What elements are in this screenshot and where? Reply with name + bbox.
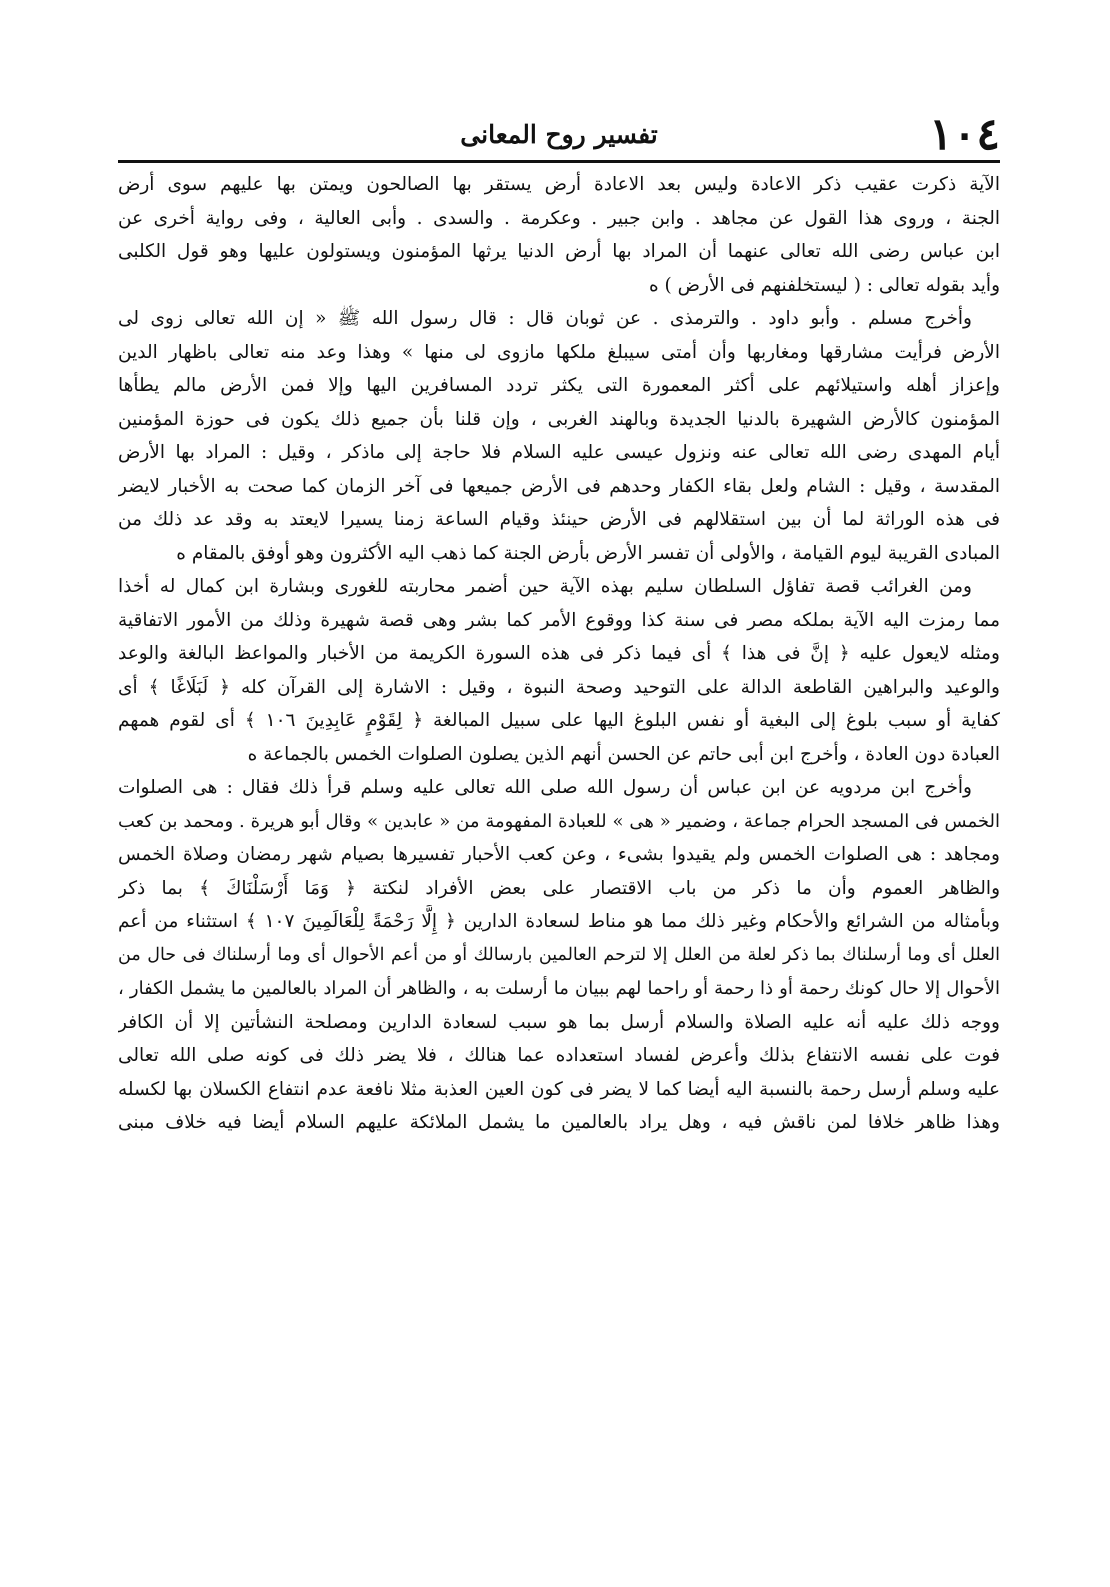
text-line: والظاهر العموم وأن ما ذكر من باب الاقتصار على بعض الأفراد لنكتة ﴿ وَمَا أَرْسَلْنَاكَ ﴾ بما ذكر xyxy=(118,877,1000,899)
text-line: وبأمثاله من الشرائع والأحكام وغير ذلك مما هو مناط لسعادة الدارين ﴿ إِلَّا رَحْمَةً لِلْعَالَمِينَ ١٠٧ ﴾ استثناء من أعم xyxy=(118,911,1000,932)
text-line: وأخرج ابن مردويه عن ابن عباس أن رسول الله صلى الله تعالى عليه وسلم قرأ ذلك فقال : هى الصلوات xyxy=(118,777,972,798)
text-line: وأيد بقوله تعالى : ( ليستخلفنهم فى الأرض ) ه xyxy=(648,274,1000,296)
text-line: وأخرج مسلم . وأبو داود . والترمذى . عن ثوبان قال : قال رسول الله ﷺ « إن الله تعالى زوى لى xyxy=(118,308,972,329)
text-line: ووجه ذلك عليه أنه عليه الصلاة والسلام أرسل بما هو سبب لسعادة الدارين ومصلحة النشأتين إلا أن الكافر xyxy=(118,1011,1000,1033)
text-line: الأحوال إلا حال كونك رحمة أو ذا رحمة أو راحما لهم ببيان ما أرسلت به ، والظاهر أن المراد بالعالمين ما يشمل الكفار ، xyxy=(118,978,1000,999)
text-line: والوعيد والبراهين القاطعة الدالة على التوحيد وصحة النبوة ، وقيل : الاشارة إلى القرآن كله ﴿ لَبَلَاغًا ﴾ أى xyxy=(118,676,1000,698)
page-number: ١٠٤ xyxy=(929,109,1000,160)
text-line: المؤمنون كالأرض الشهيرة بالدنيا الجديدة وبالهند الغربى ، وإن قلنا بأن جميع ذلك يكون فى حوزة المؤمنين xyxy=(118,408,1000,430)
text-line: عليه وسلم أرسل رحمة بالنسبة اليه أيضا كما لا يضر فى كون العين العذبة مثلا نافعة عدم انتفاع الكسلان بها لكسله xyxy=(118,1078,1000,1100)
text-line: ومن الغرائب قصة تفاؤل السلطان سليم بهذه الآية حين أضمر محاربته للغورى وبشارة ابن كمال له أخذا xyxy=(118,576,972,597)
header-rule xyxy=(118,160,1000,163)
text-line: وإعزاز أهله واستيلائهم على أكثر المعمورة التى يكثر تردد المسافرين اليها وإلا فمن الأرض مالم يطأها xyxy=(118,375,1000,396)
text-line: كفاية أو سبب بلوغ إلى البغية أو نفس البلوغ اليها على سبيل المبالغة ﴿ لِقَوْمٍ عَابِدِينَ ١٠٦ ﴾ أى لقوم همهم xyxy=(118,710,1000,731)
text-line: ومثله لايعول عليه ﴿ إنَّ فى هذا ﴾ أى فيما ذكر فى هذه السورة الكريمة من الأخبار والمواعظ البالغة والوعد xyxy=(118,643,1000,664)
text-line: ابن عباس رضى الله تعالى عنهما أن المراد بها أرض الدنيا يرثها المؤمنون ويستولون عليها وهو قول الكلبى xyxy=(118,241,1000,262)
text-line: الآية ذكرت عقيب ذكر الاعادة وليس بعد الاعادة أرض يستقر بها الصالحون ويمتن بها عليهم سوى أرض xyxy=(118,174,1000,195)
text-line: وهذا ظاهر خلافا لمن ناقش فيه ، وهل يراد بالعالمين ما يشمل الملائكة عليهم السلام أيضا فيه خلاف مبنى xyxy=(118,1112,1000,1133)
text-line: العلل أى وما أرسلناك بما ذكر لعلة من العلل إلا لترحم العالمين بارسالك أو من أعم الأحوال أى وما أرسلناك فى حال من xyxy=(118,944,1000,965)
body-text xyxy=(118,168,1000,1547)
text-line: ومجاهد : هى الصلوات الخمس ولم يقيدوا بشىء ، وعن كعب الأحبار تفسيرها بصيام شهر رمضان وصلاة الخمس xyxy=(118,844,1000,865)
text-line: الجنة ، وروى هذا القول عن مجاهد . وابن جبير . وعكرمة . والسدى . وأبى العالية ، وفى رواية أخرى عن xyxy=(118,207,1000,229)
text-line: الأرض فرأيت مشارقها ومغاربها وأن أمتى سيبلغ ملكها مازوى لى منها » وهذا وعد منه تعالى باظهار الدين xyxy=(118,341,1000,363)
text-line: العبادة دون العادة ، وأخرج ابن أبى حاتم عن الحسن أنهم الذين يصلون الصلوات الخمس بالجماعة ه xyxy=(247,743,1000,765)
text-line: فى هذه الوراثة لما أن بين استقلالهم فى الأرض حينئذ وقيام الساعة زمنا يسيرا لايعتد به وقد عد ذلك من xyxy=(118,509,1000,530)
page-header xyxy=(118,110,1000,160)
text-line: المقدسة ، وقيل : الشام ولعل بقاء الكفار وحدهم فى الأرض جميعها فى آخر الزمان كما صحت به الأخبار لايضر xyxy=(118,475,1000,497)
text-line: الخمس فى المسجد الحرام جماعة ، وضمير « هى » للعبادة المفهومة من « عابدين » وقال أبو هريرة . ومحمد بن كعب xyxy=(118,810,1000,832)
running-title: تفسير روح المعانى xyxy=(460,120,658,149)
text-line: المبادى القريبة ليوم القيامة ، والأولى أن تفسر الأرض بأرض الجنة كما ذهب اليه الأكثرون وهو أوفق بالمقام ه xyxy=(176,542,1000,564)
text-line: أيام المهدى رضى الله تعالى عنه ونزول عيسى عليه السلام فلا حاجة إلى ماذكر ، وقيل : المراد بها الأرض xyxy=(118,442,1000,463)
text-line: فوت على نفسه الانتفاع بذلك وأعرض لفساد استعداده عما هنالك ، فلا يضر ذلك فى كونه صلى الله تعالى xyxy=(118,1045,1000,1066)
text-line: مما رمزت اليه الآية بملكه مصر فى سنة كذا ووقوع الأمر كما بشر وهى قصة شهيرة وذلك من الأمور الاتفاقية xyxy=(118,609,1000,631)
